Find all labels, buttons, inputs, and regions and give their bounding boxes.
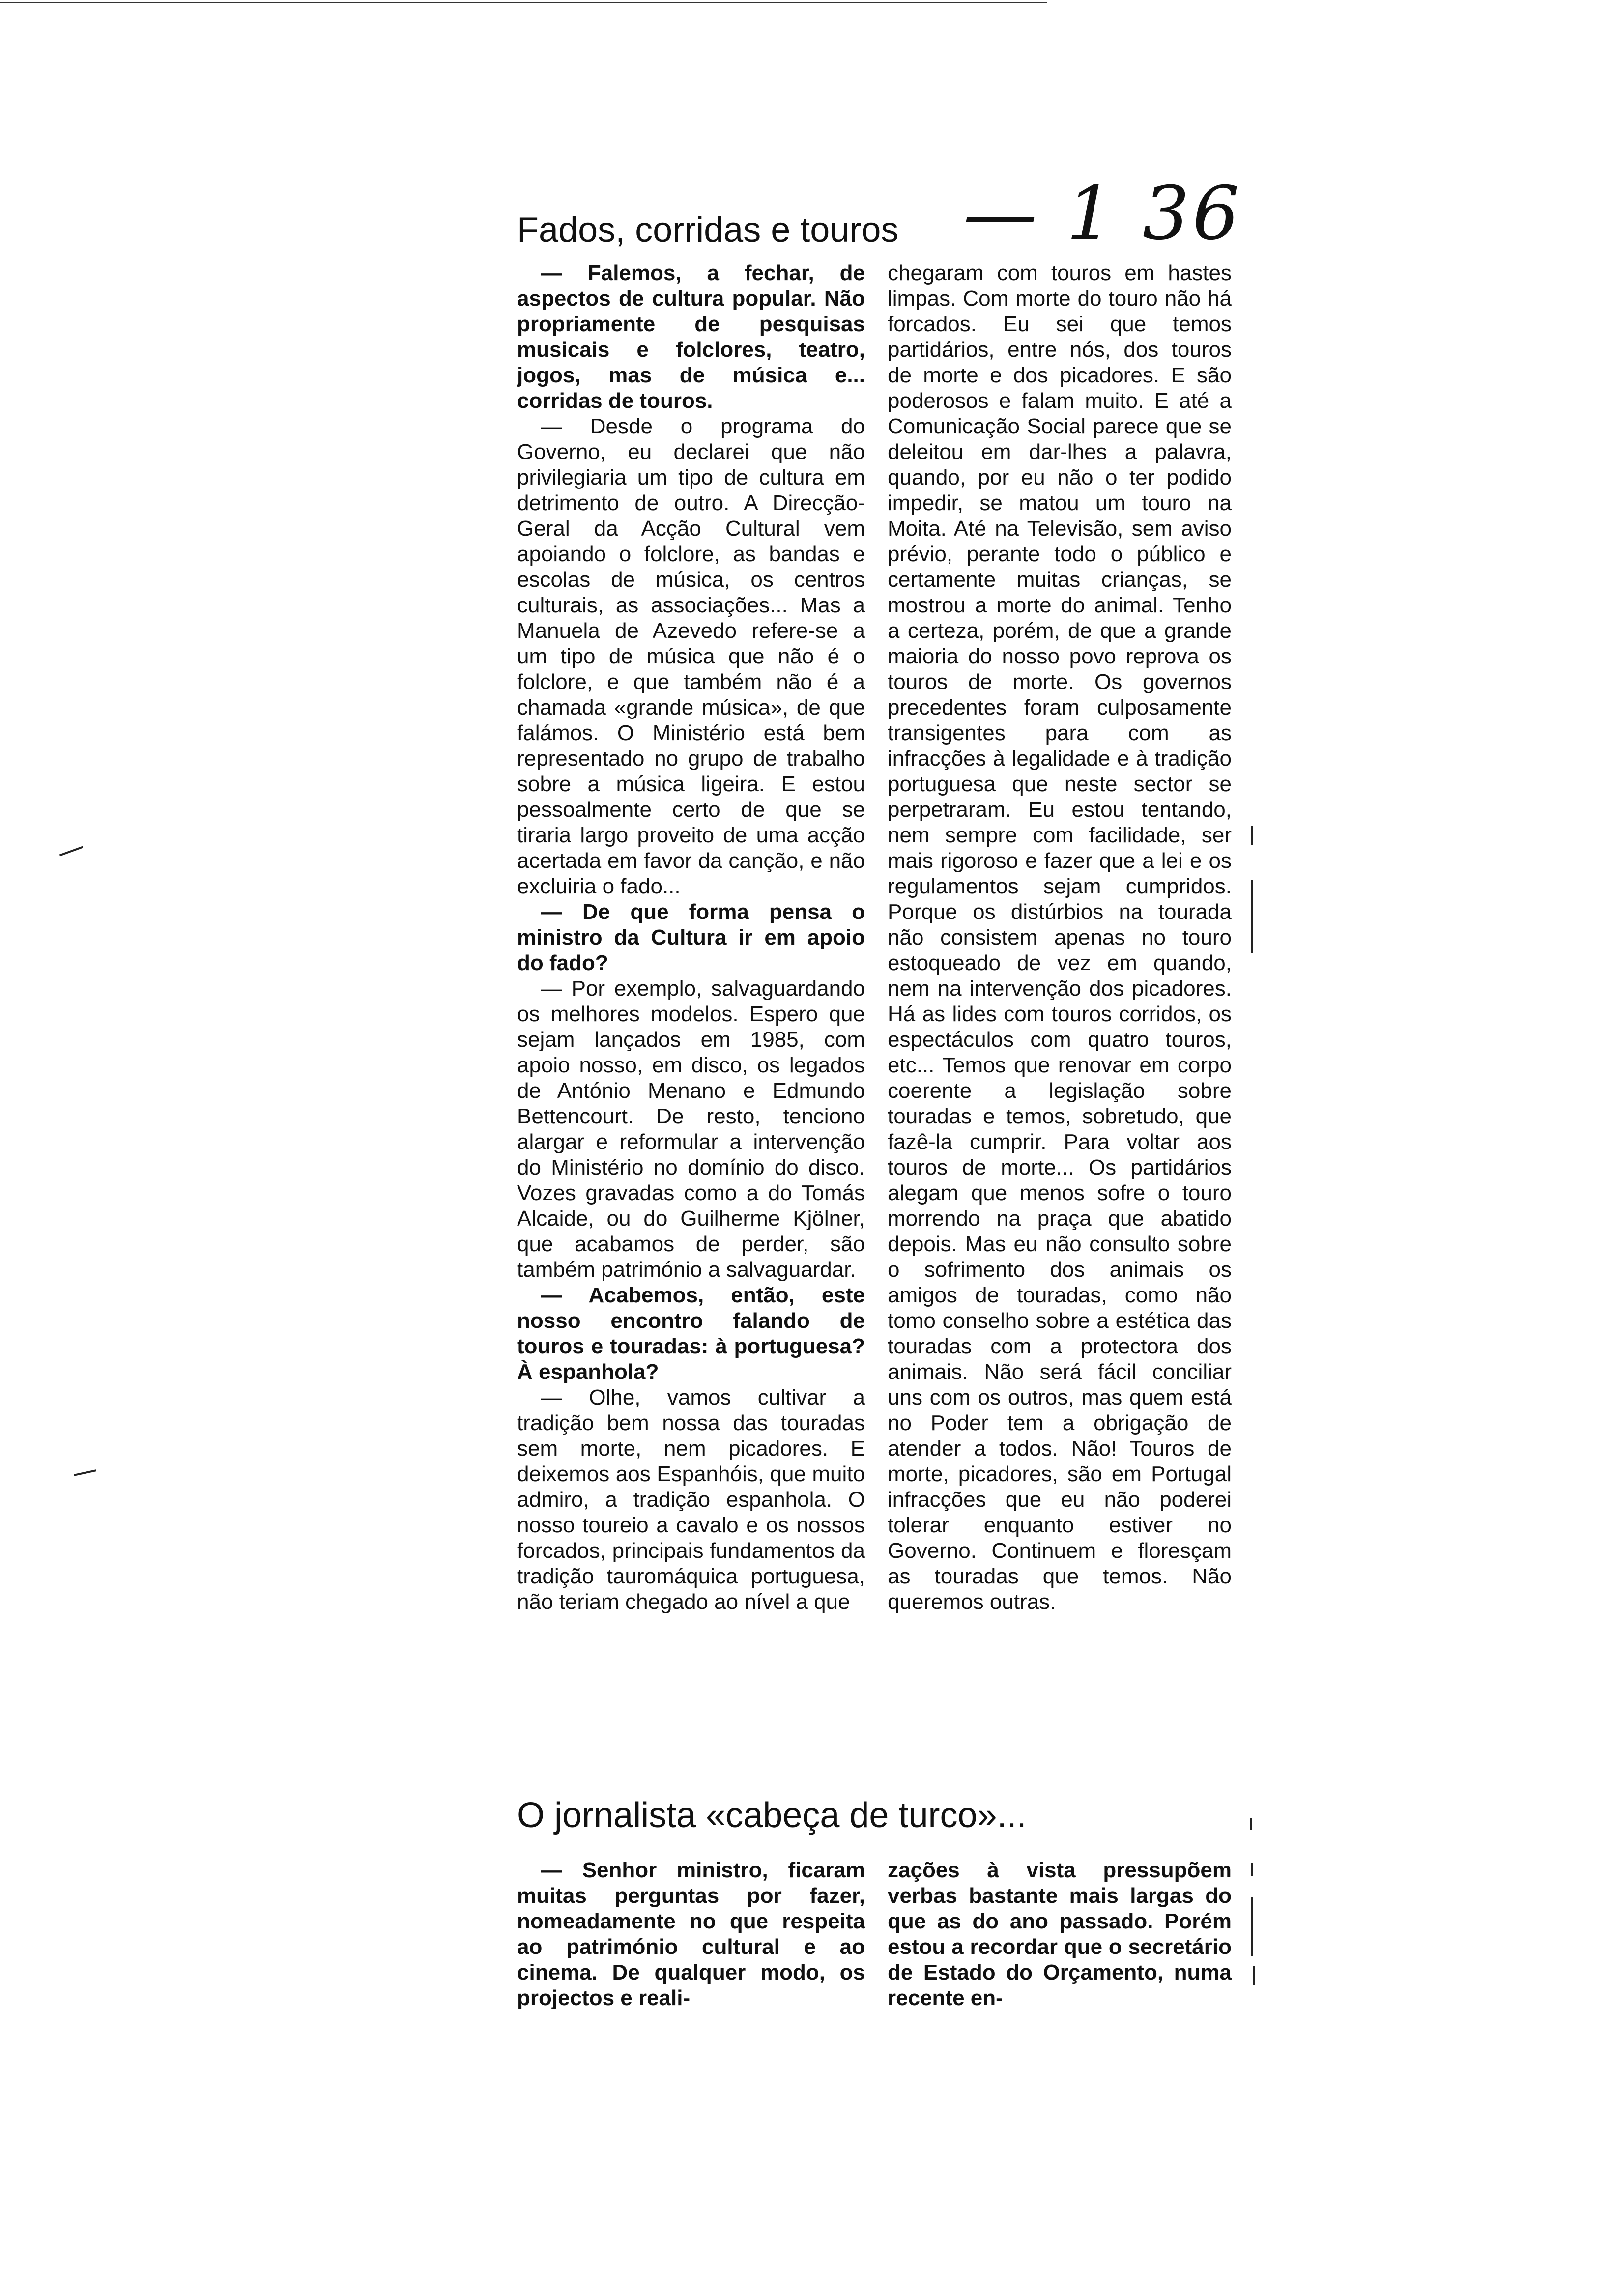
article-column-left xyxy=(517,1858,865,2011)
article-column-right xyxy=(888,1858,1232,2011)
scan-mark xyxy=(74,1469,96,1476)
scan-mark xyxy=(1251,880,1253,953)
article-column-right xyxy=(888,260,1232,1615)
interview-answer: — Olhe, vamos cultivar a tradição bem nossa das touradas sem morte, nem picadores. E deixemos aos Espanhóis, que muito admiro, a tradição espanhola. O nosso toureio a cavalo e os nossos forcados, principais fundamentos da tradição tauromáquica portuguesa, não teriam chegado ao nível a que xyxy=(517,1385,865,1614)
scan-mark xyxy=(59,846,83,857)
interview-answer: — Por exemplo, salvaguardando os melhores modelos. Espero que sejam lançados em 1985, com apoio nosso, em disco, os legados de António Menano e Edmundo Bettencourt. De resto, tenciono alargar e reformular a intervenção do Ministério no domínio do disco. Vozes gravadas como a do Tomás Alcaide, ou do Guilherme Kjölner, que acabamos de perder, são também património a salvaguardar. xyxy=(517,976,865,1282)
interview-question: — Acabemos, então, este nosso encontro falando de touros e touradas: à portuguesa? À espanhola? xyxy=(517,1283,865,1384)
handwritten-annotation: — 1 36 xyxy=(963,171,1242,257)
interview-answer-continued: chegaram com touros em hastes limpas. Com morte do touro não há forcados. Eu sei que temos partidários, entre nós, dos touros de morte e dos picadores. E são poderosos e falam muito. E até a Comunicação Social parece que se deleitou em dar-lhes a palavra, quando, por eu não o ter podido impedir, se matou um touro na Moita. Até na Televisão, sem aviso prévio, perante todo o público e certamente muitas crianças, se mostrou a morte do animal. Tenho a certeza, porém, de que a grande maioria do nosso povo reprova os touros de morte. Os governos precedentes foram culposamente transigentes para com as infracções à legalidade e à tradição portuguesa que neste sector se perpetraram. Eu estou tentando, nem sempre com facilidade, ser mais rigoroso e fazer que a lei e os regulamentos sejam cumpridos. Porque os distúrbios na tourada não consistem apenas no touro estoqueado de vez em quando, nem na intervenção dos picadores. Há as lides com touros corridos, os espectáculos com quatro touros, etc... Temos que renovar em corpo coerente a legislação sobre touradas e temos, sobretudo, que fazê-la cumprir. Para voltar aos touros de morte... Os partidários alegam que menos sofre o touro morrendo na praça que abatido depois. Mas eu não consulto sobre o sofrimento dos animais os amigos de touradas, como não tomo conselho sobre a estética das touradas com a protectora dos animais. Não será fácil conciliar uns com os outros, mas quem está no Poder tem a obrigação de atender a todos. Não! Touros de morte, picadores, são em Portugal infracções que eu não poderei tolerar enquanto estiver no Governo. Continuem e floresçam as touradas que temos. Não queremos outras. xyxy=(888,261,1232,1614)
article-title: O jornalista «cabeça de turco»... xyxy=(517,1796,1027,1835)
scan-mark xyxy=(1251,1863,1253,1876)
article-column-left xyxy=(517,260,865,1615)
scan-mark xyxy=(1250,1818,1252,1830)
scan-mark xyxy=(1253,1966,1255,1985)
article-title: Fados, corridas e touros xyxy=(517,210,899,250)
interview-question: — De que forma pensa o ministro da Cultura ir em apoio do fado? xyxy=(517,900,865,975)
top-edge-line xyxy=(0,2,1047,3)
interview-question-continued: zações à vista pressupõem verbas bastante mais largas do que as do ano passado. Porém estou a recordar que o secretário de Estado do Orçamento, numa recente en- xyxy=(888,1858,1232,2010)
interview-answer: — Desde o programa do Governo, eu declarei que não privilegiaria um tipo de cultura em detrimento de outro. A Direcção-Geral da Acção Cultural vem apoiando o folclore, as bandas e escolas de música, os centros culturais, as associações... Mas a Manuela de Azevedo refere-se a um tipo de música que não é o folclore, e que também não é a chamada «grande música», de que falámos. O Ministério está bem representado no grupo de trabalho sobre a música ligeira. E estou pessoalmente certo de que se tiraria largo proveito de uma acção acertada em favor da canção, e não excluiria o fado... xyxy=(517,414,865,898)
scan-mark xyxy=(1251,1897,1253,1956)
interview-question: — Falemos, a fechar, de aspectos de cultura popular. Não propriamente de pesquisas musicais e folclores, teatro, jogos, mas de música e... corridas de touros. xyxy=(517,261,865,413)
interview-question: — Senhor ministro, ficaram muitas perguntas por fazer, nomeadamente no que respeita ao património cultural e ao cinema. De qualquer modo, os projectos e reali- xyxy=(517,1858,865,2010)
scan-mark xyxy=(1251,826,1253,845)
